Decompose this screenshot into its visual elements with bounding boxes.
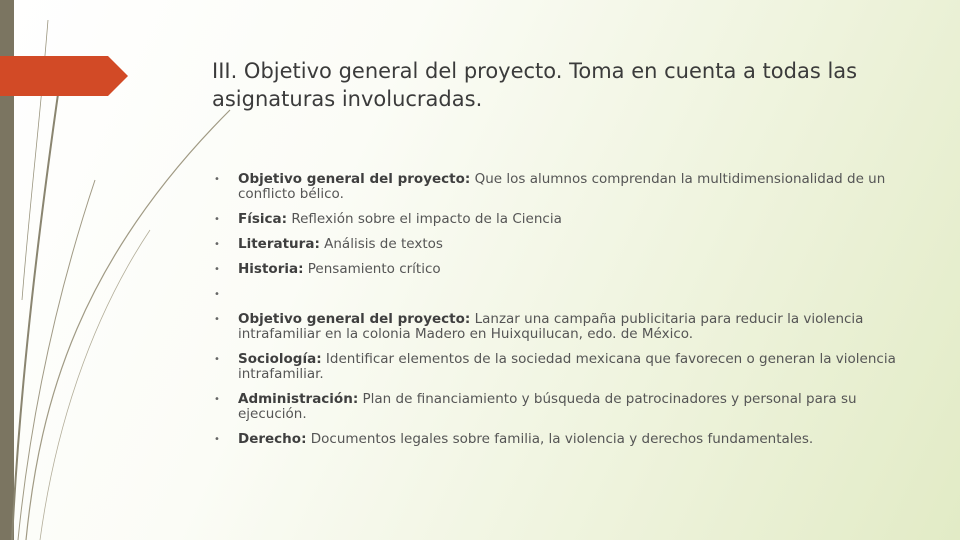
- item-text: Pensamiento crítico: [303, 261, 441, 277]
- item-text: Lanzar una campaña publicitaria para reducir la violencia intrafamiliar en la colonia Madero en Huixquilucan, edo. de México.: [238, 311, 864, 342]
- item-label: Derecho:: [238, 431, 307, 447]
- item-label: Física:: [238, 211, 288, 227]
- item-text: Documentos legales sobre familia, la violencia y derechos fundamentales.: [306, 431, 814, 447]
- slide-title: III. Objetivo general del proyecto. Toma en cuenta a todas las asignaturas involucradas.: [212, 59, 858, 111]
- item-label: Literatura:: [238, 236, 320, 252]
- item-text: Identificar elementos de la sociedad mexicana que favorecen o generan la violencia intrafamiliar.: [238, 351, 896, 382]
- list-item: [212, 262, 902, 277]
- list-item: [212, 212, 902, 227]
- item-text: Reflexión sobre el impacto de la Ciencia: [287, 211, 562, 227]
- list-item: [212, 312, 902, 342]
- item-label: Sociología:: [238, 351, 322, 367]
- list-item: [212, 352, 902, 382]
- item-label: Objetivo general del proyecto:: [238, 311, 471, 327]
- list-item: [212, 172, 902, 202]
- item-label: Historia:: [238, 261, 304, 277]
- title-accent-arrow: [0, 56, 128, 96]
- item-label: Administración:: [238, 391, 359, 407]
- item-text: Que los alumnos comprendan la multidimensionalidad de un conflicto bélico.: [238, 171, 886, 202]
- bullet-list: [212, 170, 902, 447]
- list-item: [212, 392, 902, 422]
- item-text: Plan de financiamiento y búsqueda de patrocinadores y personal para su ejecución.: [238, 391, 857, 422]
- list-item: [212, 287, 902, 302]
- list-item: [212, 432, 902, 447]
- list-item: [212, 237, 902, 252]
- item-label: Objetivo general del proyecto:: [238, 171, 471, 187]
- item-text: Análisis de textos: [319, 236, 443, 252]
